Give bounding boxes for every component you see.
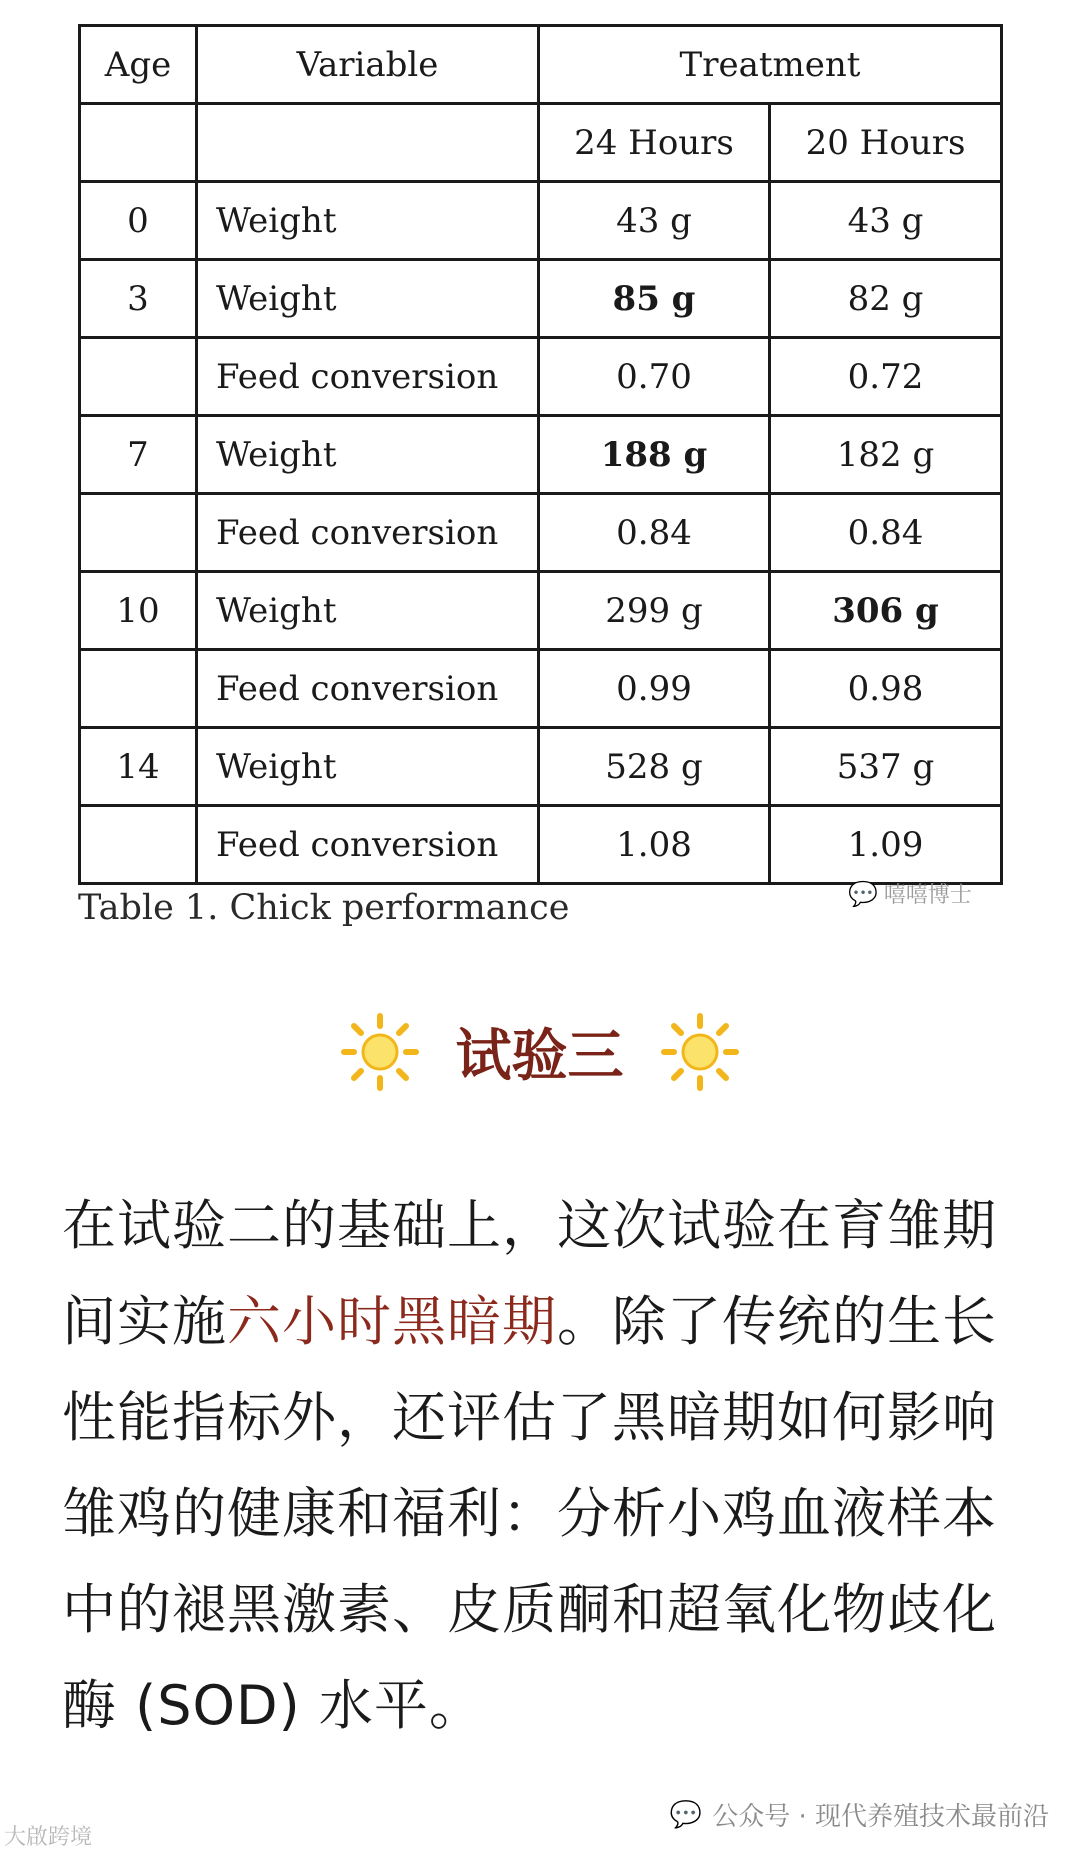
section-title: 试验三 [455, 1024, 624, 1089]
value-24h-cell: 1.08 [539, 806, 770, 884]
paragraph-text-part2: 。除了传统的生长性能指标外，还评估了黑暗期如何影响雏鸡的健康和福利：分析小鸡血液样本中的褪黑激素、皮质酮和超氧化物歧化酶 (SOD) 水平。 [62, 1290, 997, 1737]
variable-cell: Feed conversion [197, 338, 539, 416]
body-paragraph [62, 1178, 1022, 1754]
value-24h-cell: 528 g [539, 728, 770, 806]
chick-performance-table-wrapper [78, 24, 1000, 885]
table-caption: Table 1. Chick performance [78, 888, 570, 928]
table-row [80, 806, 1002, 884]
header-20-hours: 20 Hours [770, 104, 1002, 182]
header-24-hours: 24 Hours [539, 104, 770, 182]
sun-icon [340, 1012, 420, 1092]
age-cell [80, 494, 197, 572]
value-24h-cell: 0.99 [539, 650, 770, 728]
wechat-icon: 💬 [848, 879, 878, 908]
value-20h-cell: 0.84 [770, 494, 1002, 572]
table-subheader-row [80, 104, 1002, 182]
header-treatment: Treatment [539, 26, 1002, 104]
table-watermark-text: 嘻嘻博士 [883, 883, 972, 908]
value-24h-cell: 85 g [539, 260, 770, 338]
age-cell: 7 [80, 416, 197, 494]
table-header-row [80, 26, 1002, 104]
table-row [80, 728, 1002, 806]
age-cell [80, 338, 197, 416]
table-row [80, 260, 1002, 338]
chick-performance-table [78, 24, 1003, 885]
age-cell [80, 806, 197, 884]
table-row [80, 182, 1002, 260]
value-20h-cell: 182 g [770, 416, 1002, 494]
age-cell: 3 [80, 260, 197, 338]
table-row [80, 650, 1002, 728]
age-cell: 0 [80, 182, 197, 260]
variable-cell: Weight [197, 416, 539, 494]
wechat-icon: 💬 [669, 1799, 703, 1830]
paragraph-text-part1: 在试验二的基础上，这次试验在育雏期间实施 [62, 1194, 997, 1353]
value-24h-cell: 0.84 [539, 494, 770, 572]
header-variable: Variable [197, 26, 539, 104]
header-age: Age [80, 26, 197, 104]
paragraph-highlight: 六小时黑暗期 [227, 1290, 557, 1353]
corner-watermark: 大啟跨境 [4, 1825, 93, 1850]
section-heading [0, 1012, 1079, 1092]
age-cell: 14 [80, 728, 197, 806]
value-20h-cell: 1.09 [770, 806, 1002, 884]
sun-icon [660, 1012, 740, 1092]
value-20h-cell: 537 g [770, 728, 1002, 806]
value-20h-cell: 0.98 [770, 650, 1002, 728]
footer-watermark-text: 公众号 · 现代养殖技术最前沿 [712, 1802, 1049, 1832]
variable-cell: Weight [197, 260, 539, 338]
footer-watermark [670, 1796, 1049, 1833]
value-20h-cell: 0.72 [770, 338, 1002, 416]
variable-cell: Feed conversion [197, 806, 539, 884]
subheader-empty-variable [197, 104, 539, 182]
age-cell [80, 650, 197, 728]
variable-cell: Weight [197, 572, 539, 650]
variable-cell: Weight [197, 728, 539, 806]
variable-cell: Feed conversion [197, 494, 539, 572]
table-watermark [848, 878, 972, 909]
value-24h-cell: 188 g [539, 416, 770, 494]
age-cell: 10 [80, 572, 197, 650]
table-row [80, 572, 1002, 650]
value-24h-cell: 43 g [539, 182, 770, 260]
table-row [80, 416, 1002, 494]
table-row [80, 494, 1002, 572]
value-20h-cell: 306 g [770, 572, 1002, 650]
value-24h-cell: 299 g [539, 572, 770, 650]
value-20h-cell: 82 g [770, 260, 1002, 338]
variable-cell: Feed conversion [197, 650, 539, 728]
subheader-empty-age [80, 104, 197, 182]
table-row [80, 338, 1002, 416]
value-20h-cell: 43 g [770, 182, 1002, 260]
variable-cell: Weight [197, 182, 539, 260]
value-24h-cell: 0.70 [539, 338, 770, 416]
